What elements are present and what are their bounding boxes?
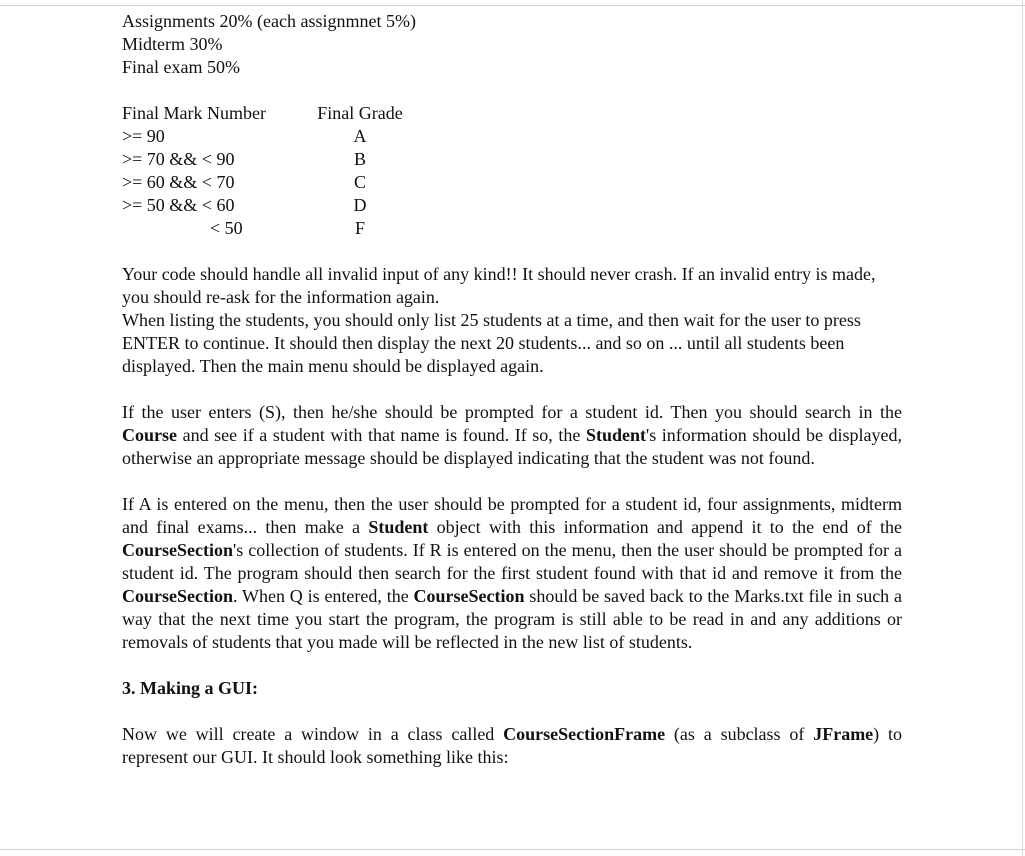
section-heading: 3. Making a GUI:: [122, 678, 259, 698]
grade-range: >= 70 && < 90: [122, 149, 235, 169]
page-top-border: [0, 5, 1025, 6]
grade-row: [122, 148, 902, 171]
grade-table-header: [122, 102, 902, 125]
header-final-mark: Final Mark Number: [122, 103, 266, 123]
student-term: Student: [585, 425, 646, 445]
document-page: [122, 10, 902, 769]
weight-assignments: Assignments 20% (each assignmnet 5%): [122, 11, 416, 31]
coursesection-term: CourseSection: [122, 586, 233, 606]
student-term: Student: [368, 517, 429, 537]
coursesection-term: CourseSection: [413, 586, 525, 606]
grade-table: [122, 102, 902, 240]
grade-row: [122, 125, 902, 148]
grade-letter: D: [353, 195, 367, 215]
header-final-grade: Final Grade: [317, 103, 403, 123]
grade-range: >= 60 && < 70: [122, 172, 235, 192]
page-right-border: [1022, 0, 1023, 856]
page-bottom-border: [0, 849, 1025, 850]
add-remove-paragraph: If A is entered on the menu, then the user should be prompted for a student id, four assignments, midterm and final exams... then make a Student object with this information and append it to the end of the CourseSection's collection of students. If R is entered on the menu, then the user should be prompted for a student id. The program should then search for the first student found with that id and remove it from the CourseSection. When Q is entered, the CourseSection should be saved back to the Marks.txt file in such a way that the next time you start the program, the program is still able to be read in and any additions or removals of students that you made will be reflected in the new list of students.: [122, 494, 903, 652]
listing-paragraph: When listing the students, you should only list 25 students at a time, and then wait for the user to press ENTER to continue. It should then display the next 20 students... and so on ... until all students been displayed. Then the main menu should be displayed again.: [122, 310, 861, 376]
grade-row: [122, 217, 902, 240]
grade-range: >= 50 && < 60: [122, 195, 235, 215]
grade-row: [122, 194, 902, 217]
grade-letter: C: [353, 172, 366, 192]
jframe-term: JFrame: [813, 724, 874, 744]
search-paragraph: If the user enters (S), then he/she should be prompted for a student id. Then you should search in the Course and see if a student with that name is found. If so, the Student's information should be displayed, otherwise an appropriate message should be displayed indicating that the student was not found.: [122, 402, 902, 468]
grade-letter: B: [353, 149, 366, 169]
course-term: Course: [122, 425, 177, 445]
grade-range: >= 90: [122, 126, 165, 146]
invalid-input-paragraph: Your code should handle all invalid input of any kind!! It should never crash. If an invalid entry is made, you should re-ask for the information again.: [122, 264, 876, 307]
weight-final-exam: Final exam 50%: [122, 57, 240, 77]
grade-range: < 50: [210, 218, 243, 238]
coursesectionframe-term: CourseSectionFrame: [503, 724, 666, 744]
grade-row: [122, 171, 902, 194]
coursesection-term: CourseSection: [122, 540, 233, 560]
grade-letter: F: [354, 218, 365, 238]
weight-midterm: Midterm 30%: [122, 34, 223, 54]
gui-paragraph: Now we will create a window in a class called CourseSectionFrame (as a subclass of JFrame) to represent our GUI. It should look something like this:: [122, 724, 902, 767]
grade-letter: A: [353, 126, 367, 146]
